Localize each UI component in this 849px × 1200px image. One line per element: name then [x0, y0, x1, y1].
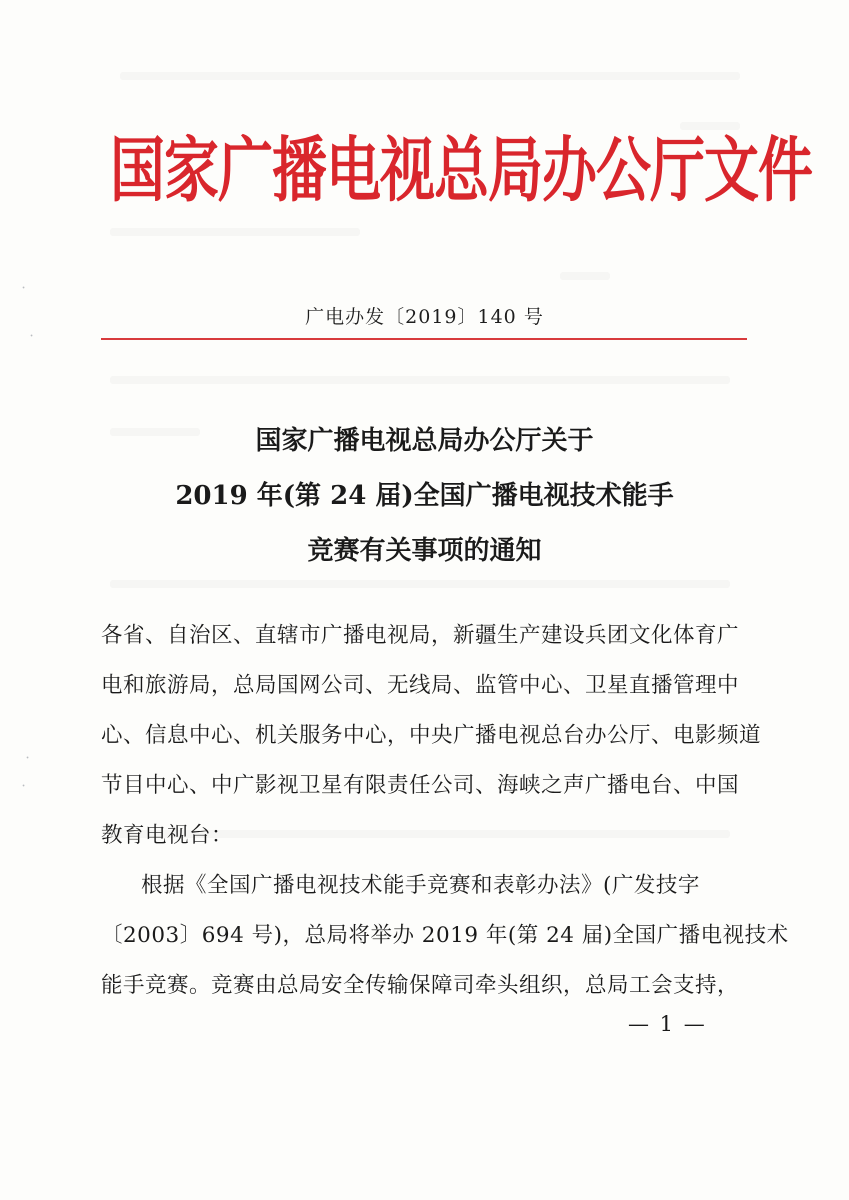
body-text-line: 电和旅游局，总局国网公司、无线局、监管中心、卫星直播管理中 [101, 673, 740, 698]
document-number: 广电办发〔2019〕140 号 [305, 306, 544, 328]
scan-mark: ꞏ [22, 283, 26, 294]
body-text-line: 教育电视台： [101, 823, 234, 848]
notice-title-line-2: 2019 年(第 24 届)全国广播电视技术能手 [175, 481, 674, 511]
notice-title-line-3: 竞赛有关事项的通知 [307, 536, 542, 566]
page-number: — 1 — [628, 1012, 707, 1036]
bleed-through-line [110, 580, 730, 588]
notice-title-line-1: 国家广播电视总局办公厅关于 [255, 426, 594, 456]
body-text-line: 能手竞赛。竞赛由总局安全传输保障司牵头组织，总局工会支持， [101, 973, 740, 998]
body-text-line: 心、信息中心、机关服务中心，中央广播电视总台办公厅、电影频道 [101, 723, 762, 748]
scan-mark: ꞏ [30, 331, 34, 342]
bleed-through-line [120, 72, 740, 80]
body-text-line: 〔2003〕694 号)，总局将举办 2019 年(第 24 届)全国广播电视技术 [101, 923, 789, 948]
body-text-line: 根据《全国广播电视技术能手竞赛和表彰办法》(广发技字 [141, 873, 700, 898]
body-text-line: 节目中心、中广影视卫星有限责任公司、海峡之声广播电台、中国 [101, 773, 740, 798]
header-divider [101, 338, 747, 340]
bleed-through-line [110, 376, 730, 384]
document-header-title: 国家广播电视总局办公厅文件 [110, 129, 813, 212]
scan-mark: ꞏ [22, 781, 26, 792]
body-text-line: 各省、自治区、直辖市广播电视局，新疆生产建设兵团文化体育广 [101, 623, 740, 648]
bleed-through-line [110, 228, 360, 236]
scan-mark: ꞏ [26, 753, 30, 764]
bleed-through-line [560, 272, 610, 280]
